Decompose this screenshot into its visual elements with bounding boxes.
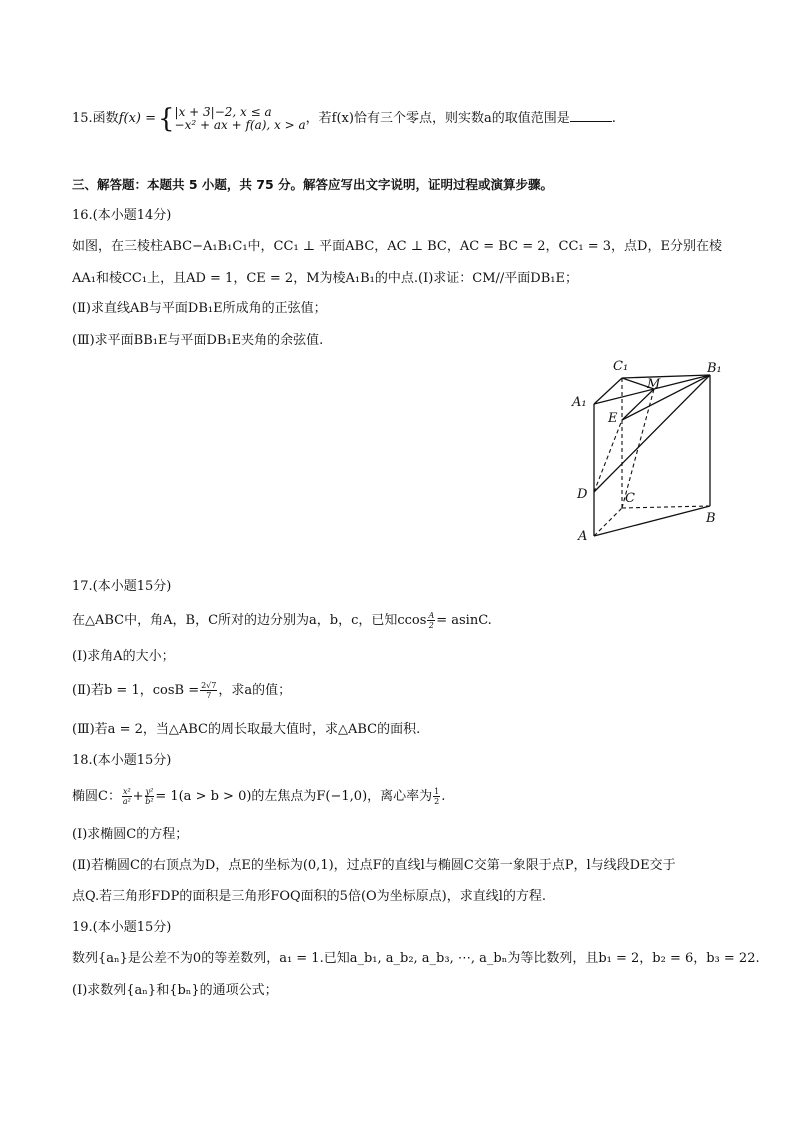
- q15-fx: f(x) =: [118, 111, 156, 126]
- edge-A-B: [594, 506, 710, 536]
- q16-line3: (Ⅱ)求直线AB与平面DB₁E所成角的正弦值；: [72, 301, 327, 316]
- q18-fe-num: 1: [434, 787, 440, 796]
- q15-answer-blank[interactable]: [570, 109, 612, 122]
- q17-frac-2sqrt7-over-7: [200, 681, 217, 700]
- q17-line3a: (Ⅱ)若b = 1，cosB =: [72, 683, 200, 698]
- q17-frac-a-over-2: [427, 611, 435, 630]
- label-C: C: [625, 491, 635, 506]
- q17-line1b: = asinC.: [436, 613, 492, 628]
- edge-C-B: [622, 506, 710, 508]
- q17-line1: [72, 608, 492, 634]
- edge-D-B1: [594, 375, 710, 492]
- section-3-heading: 三、解答题：本题共 5 小题，共 75 分。解答应写出文字说明，证明过程或演算步骤。: [72, 177, 554, 192]
- q17-line2: (I)求角A的大小；: [72, 649, 175, 664]
- q16-line2: AA₁和棱CC₁上，且AD = 1，CE = 2，M为棱A₁B₁的中点.(I)求证：CM//平面DB₁E；: [72, 271, 578, 286]
- label-A1: A₁: [572, 395, 587, 410]
- q18-line1a: 椭圆C：: [72, 789, 121, 804]
- q17-header: 17.(本小题15分): [72, 579, 172, 594]
- edge-C1-B1: [622, 375, 710, 378]
- q18-fy-den: b²: [145, 797, 154, 806]
- q19-line1: 数列{aₙ}是公差不为0的等差数列，a₁ = 1.已知a_b₁, a_b₂, a_b₃, ⋯, a_bₙ为等比数列，且b₁ = 2，b₂ = 6，b₃ = 22.: [72, 951, 760, 966]
- q15-case1: |x + 3|−2, x ≤ a: [174, 104, 272, 119]
- q19-line2: (Ⅰ)求数列{aₙ}和{bₙ}的通项公式；: [72, 983, 278, 998]
- q18-line1: [72, 784, 445, 810]
- label-B1: B₁: [707, 361, 722, 376]
- q17-line4: (Ⅲ)若a = 2，当△ABC的周长取最大值时，求△ABC的面积.: [72, 722, 421, 737]
- q17-line1a: 在△ABC中，角A，B，C所对的边分别为a，b，c，已知ccos: [72, 613, 427, 628]
- q17-line3: [72, 678, 291, 704]
- q17-frac1-num: A: [428, 611, 435, 620]
- edge-E-B1: [622, 375, 710, 420]
- q18-line1c: .: [441, 789, 446, 804]
- q18-line1b: = 1(a > b > 0)的左焦点为F(−1,0)，离心率为: [155, 789, 433, 804]
- q18-fx-den: a²: [122, 797, 131, 806]
- label-A: A: [578, 529, 588, 544]
- q18-line3: (Ⅱ)若椭圆C的右顶点为D，点E的坐标为(0,1)，过点F的直线l与椭圆C交第一象限于点P，l与线段DE交于: [72, 858, 676, 873]
- q17-frac1-den: 2: [428, 621, 434, 630]
- q18-fy-num: y²: [145, 787, 154, 796]
- prism-figure: [570, 352, 730, 548]
- q15-end: .: [611, 111, 616, 126]
- q19-header: 19.(本小题15分): [72, 920, 172, 935]
- label-C1: C₁: [613, 359, 629, 374]
- label-E: E: [608, 411, 618, 426]
- q18-frac-x2-a2: [122, 787, 132, 806]
- q18-line4: 点Q.若三角形FDP的面积是三角形FOQ面积的5倍(O为坐标原点)，求直线l的方程.: [72, 889, 547, 904]
- q18-plus: +: [132, 789, 144, 804]
- q16-line4: (Ⅲ)求平面BB₁E与平面DB₁E夹角的余弦值.: [72, 333, 324, 348]
- q15-line: [72, 104, 616, 134]
- q18-frac-1-2: [433, 787, 440, 806]
- label-B: B: [706, 511, 716, 526]
- q16-line1: 如图，在三棱柱ABC−A₁B₁C₁中，CC₁ ⊥ 平面ABC，AC ⊥ BC，AC = BC = 2，CC₁ = 3，点D，E分别在棱: [72, 239, 722, 254]
- q15-case2: −x² + ax + f(a), x > a: [174, 117, 306, 132]
- edge-D-E: [594, 420, 622, 492]
- label-M: M: [647, 377, 661, 392]
- q15-brace: {: [158, 103, 175, 134]
- q17-frac2-num: 2√7: [201, 681, 217, 690]
- q17-frac2-den: 7: [206, 691, 212, 700]
- q18-fe-den: 2: [434, 797, 440, 806]
- q18-fx-num: x²: [122, 787, 131, 796]
- q18-line2: (Ⅰ)求椭圆C的方程；: [72, 827, 189, 842]
- q18-frac-y2-b2: [145, 787, 155, 806]
- q15-prefix: 15.函数: [72, 111, 119, 126]
- q18-header: 18.(本小题15分): [72, 753, 172, 768]
- q17-line3b: ，求a的值；: [218, 683, 292, 698]
- label-D: D: [577, 487, 588, 502]
- q16-header: 16.(本小题14分): [72, 208, 172, 223]
- q15-cases: [175, 106, 306, 132]
- q15-suffix: ，若f(x)恰有三个零点，则实数a的取值范围是: [305, 111, 570, 126]
